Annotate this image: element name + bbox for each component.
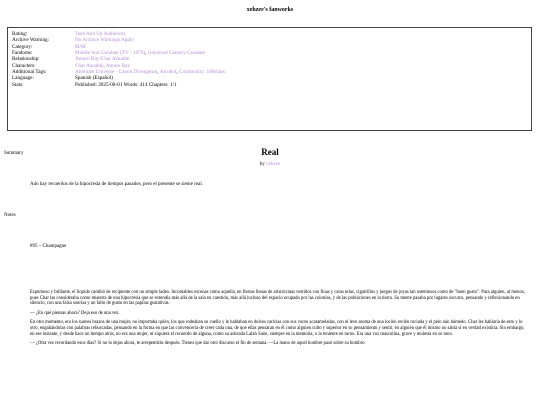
chapter-paragraph: — ¿Otra vez recordando esos días? Si no lo dejas ahora, te arrepentirás después. Tienes que dar otro discurso el fin de semana. —La mano de aquel hombre pasó sobre su hombro [30,341,365,347]
fandom-link[interactable]: Mobile Suit Gundam (TV - 1979) [75,50,146,57]
meta-tags: Additional Tags: Alternate Universe - Canon Divergence, Alcohol, Community: 100ships [12,69,225,76]
rating-link[interactable]: Teen And Up Audiences [75,31,126,37]
meta-characters: Characters: Char Aznable, Amuro Ray [12,62,131,69]
fandom-link[interactable]: Universal Century Gundam [147,50,206,57]
meta-label: Stats: [12,81,24,88]
chapter-paragraph: En otro momento, era los suaves brazos de una mujer, no importaba quién, los que rodeaban su cuello y le hablaban en dulces caricias con sus voces acarameladas, con el leve aroma de una loción recién rociada y el pelo aún húmedo. Char les hablaría de esto y lo otro, engañándolas con palabras rebuscadas, pensando en la forma en que las convencería de creer cada una, de que ellas pensaran en él como alguien culto y superior en su pensamiento y sentir, en alguien que él mismo no sabía si en verdad existiría. Sin embargo, en ese instante, y desde hace un tiempo atrás, no era una mujer, ni siquiera el recuerdo de alguna, como su adorada Lalah Sune, siempre en la memoria, o la teniente en turno. Era una voz masculina, grave y molesta en su tono. [30,320,525,337]
meta-fandoms: Fandoms: Mobile Suit Gundam (TV - 1979), Universal Century Gundam [12,50,206,57]
relationship-link[interactable]: Amuro Ray/Char Aznable [75,56,130,63]
work-title: Real [261,147,279,157]
chapter-paragraph: — ¿En qué piensas ahora? Deja eso de una vez. [30,310,120,316]
meta-label: Category: [12,43,33,50]
tag-link[interactable]: Community: 100ships [178,69,225,76]
character-link[interactable]: Char Aznable [75,62,104,69]
chapter-text [30,290,525,351]
language-value: Spanish (Español) [75,75,113,82]
summary-text: Aún hay recuerdos de la hipocresía de tiempos pasados, pero el presente se siente real. [30,182,203,187]
warning-link[interactable]: No Archive Warnings Apply [75,37,134,44]
meta-label: Archive Warning: [12,37,50,44]
byline [0,162,540,167]
by-label: by [259,162,265,167]
category-link[interactable]: M/M [75,43,86,50]
stats-value: Published: 2025-08-01 Words: 414 Chapters: 1/1 [75,81,177,88]
meta-stats [12,82,527,88]
tag-link[interactable]: Alcohol [159,69,177,76]
author-link[interactable]: xehzee [266,162,281,167]
meta-label: Additional Tags: [12,69,47,76]
meta-label: Fandoms: [12,50,33,57]
meta-label: Relationship: [12,56,40,63]
notes-text: #95 – Champagne [30,244,67,249]
chapter-paragraph: Espumoso y brillante, el líquido cambió de recipiente con un simple ladeo. Incontables escenas como aquella, en fiestas llenas de aristócratas vestidos con finas y caras telas, cigarrillos y juegos de joyas tan ostentosos como de "buen gusto". Para alguien, al menos, pues Char las consideraba como muestra de una hipocresía que se extendía más allá de la sala en cuestión, más allá incluso del espacio ocupado por las colonias, y de las poblaciones en la tierra. Su mente pasaba por lugares oscuros, pensando y reflexionando en silencio, con una falsa sonrisa y un falto de gusto en las papilas gustativas. [30,290,525,307]
notes-heading: Notes [4,213,16,218]
site-title: xehzee's fanworks [246,7,294,13]
meta-label: Language: [12,75,34,82]
summary-heading: Summary [4,151,24,156]
tag-link[interactable]: Alternate Universe - Canon Divergence [75,69,158,76]
meta-label: Rating: [12,31,28,37]
work-meta [7,27,532,131]
meta-label: Characters: [12,62,36,69]
character-link[interactable]: Amuro Ray [105,62,131,69]
